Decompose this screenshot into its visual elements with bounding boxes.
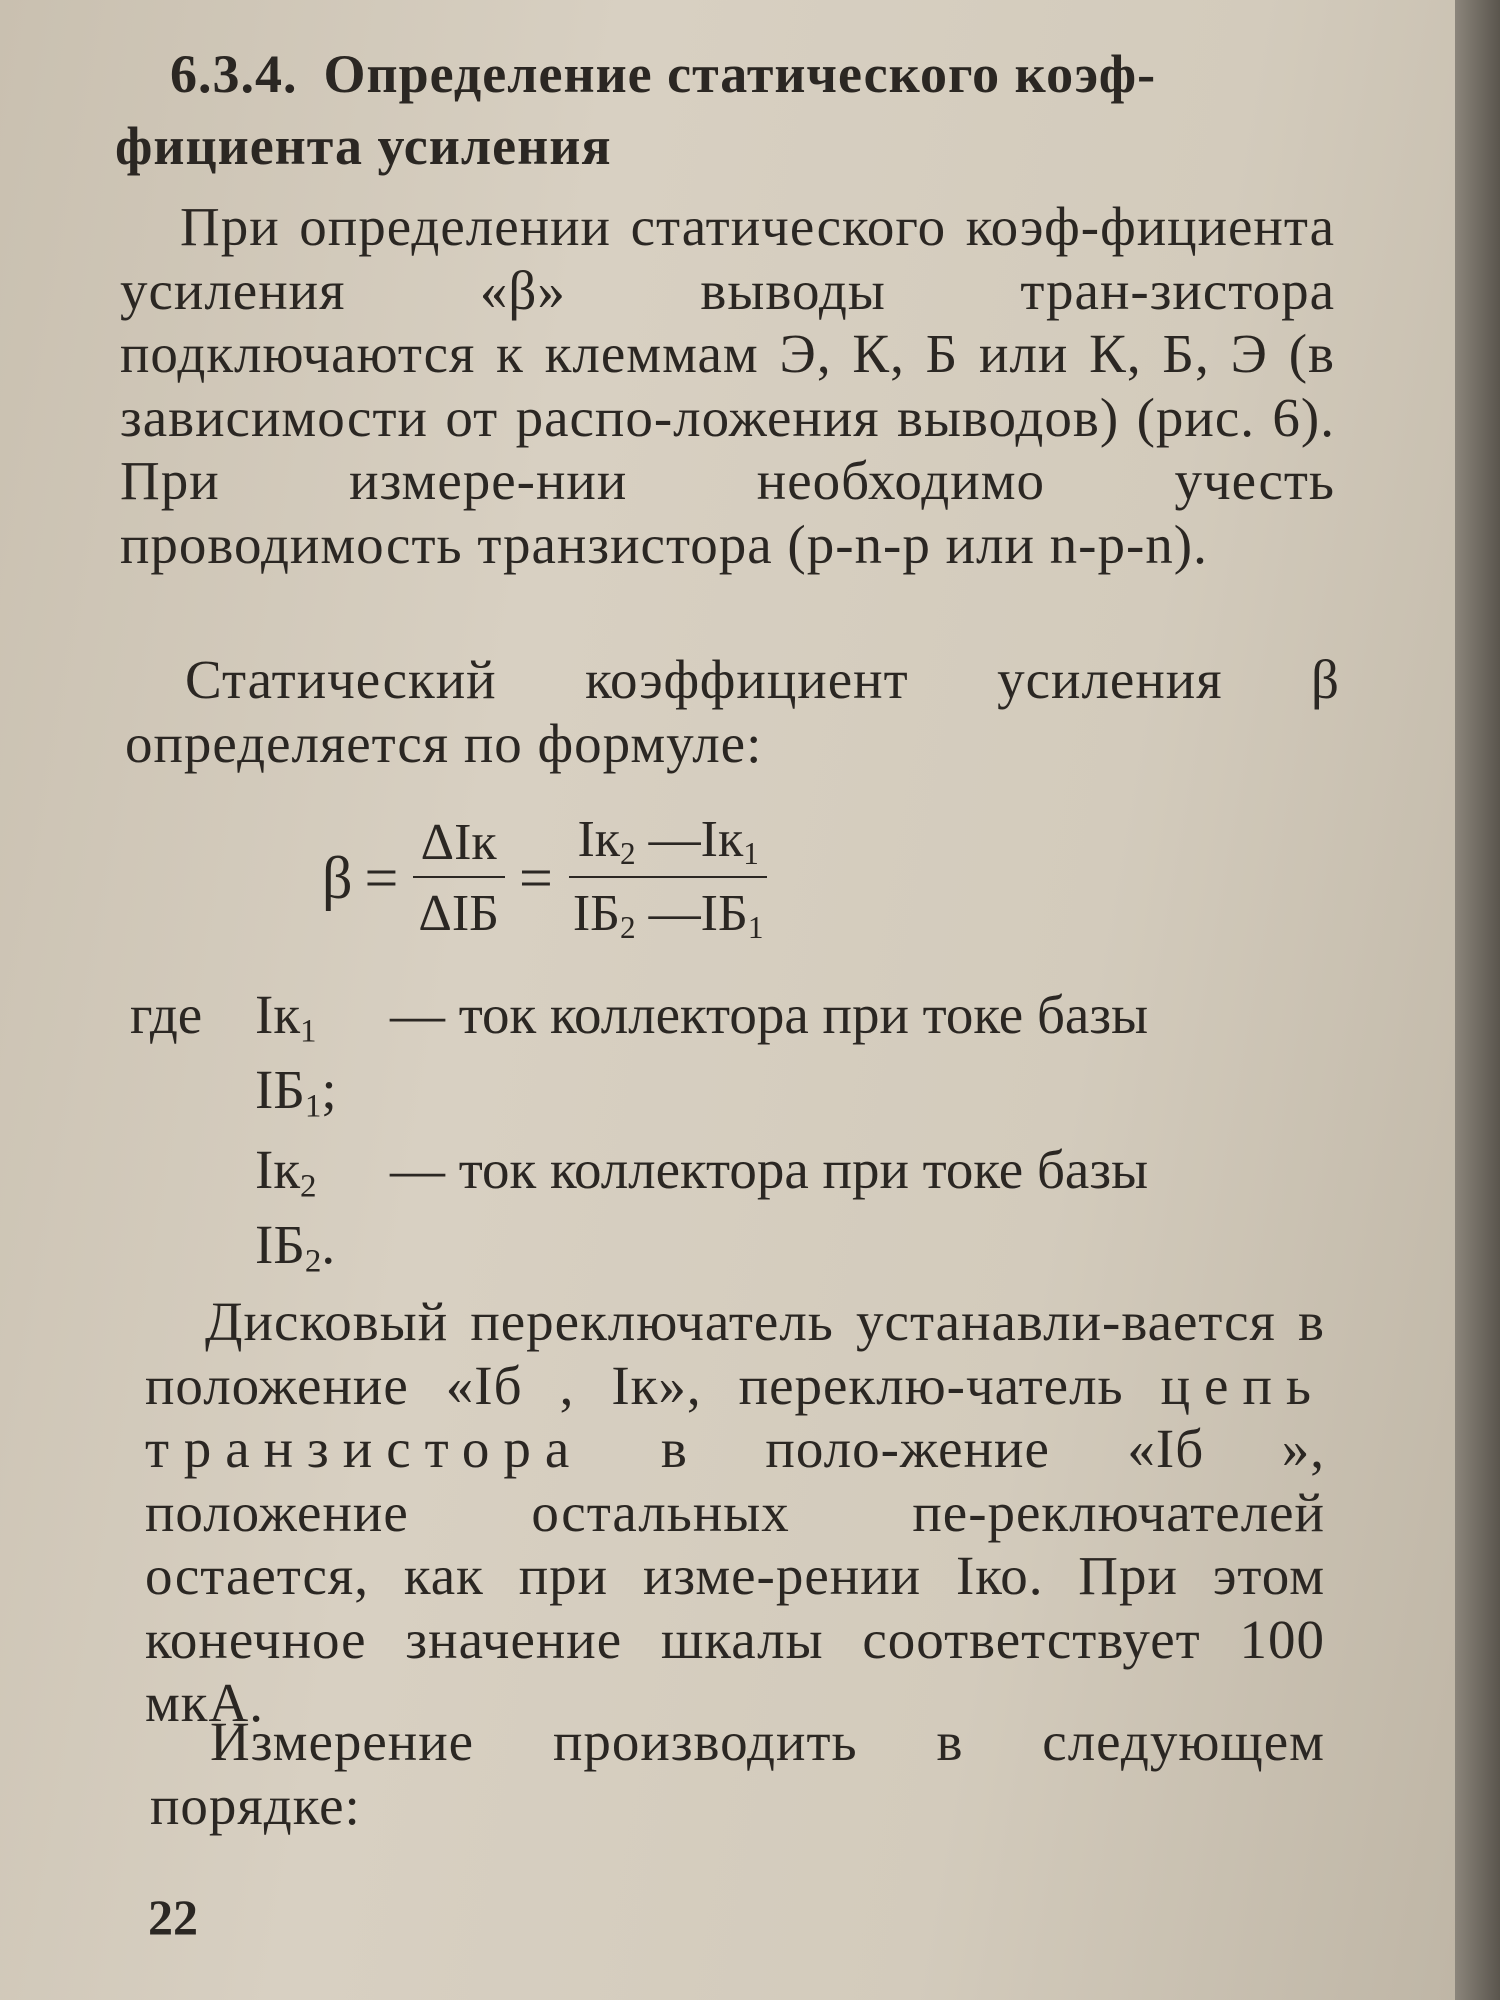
legend-ib1-end: ; [321,1059,337,1120]
ik2-subscript: 2 [620,836,636,871]
ib2-symbol: IБ [572,885,621,942]
beta-formula [322,808,777,948]
paragraph-1 [120,195,1335,576]
paragraph-4-text: Измерение производить в следующем порядке: [150,1711,1325,1836]
delta-numerator: ΔIк [413,813,505,878]
section-number: 6.3.4. [170,44,298,104]
legend-ib2-base: IБ [255,1214,305,1275]
section-heading [115,38,1345,182]
paragraph-2 [125,648,1340,775]
legend-ib2-sub: 2 [304,1243,322,1280]
page-edge-shadow [1455,0,1500,2000]
section-title: Определение статического коэф-фициента усиления [115,44,1157,176]
formula-equals-1: = [364,844,399,911]
paragraph-3-text-a: Дисковый переключатель устанавли-вается в положение «Iб , Iк», переклю-чатель [145,1291,1325,1416]
legend-symbol-ib1 [255,1060,337,1136]
paragraph-4 [150,1710,1325,1837]
legend-description-ik2: — ток коллектора при токе базы [390,1139,1149,1200]
legend-ib2-end: . [321,1214,336,1275]
legend-ik1-base: Iк [255,984,301,1045]
formula-lhs: β [322,844,353,911]
paragraph-3-spaced-text: цепь транзистора [145,1354,1325,1479]
ik1-subscript: 1 [743,836,759,871]
legend-ib1-base: IБ [255,1059,305,1120]
formula-equals-2: = [519,844,553,911]
legend-ik1-sub: 1 [300,1013,317,1050]
minus-ib1: —IБ [635,885,748,942]
legend-symbol-ik1 [255,985,317,1061]
legend-symbol-ik2 [255,1140,317,1216]
ib1-subscript: 1 [747,909,764,945]
legend-ik2-base: Iк [255,1139,301,1200]
delta-fraction [410,813,507,943]
minus-ik1: —Iк [635,811,744,869]
page-number: 22 [148,1889,198,1945]
paragraph-1-text: При определении статического коэф-фициента усиления «β» выводы тран-зистора подключаются к клеммам Э, К, Б или К, Б, Э (в зависимости от распо-ложения выводов) (рис. 6). При измере-нии необходимо учесть проводимость транзистора (p-n-p или n-p-n). [120,196,1335,575]
legend-description-ik1: — ток коллектора при токе базы [390,984,1149,1045]
legend-where: где [130,984,203,1045]
paragraph-3 [145,1290,1325,1735]
difference-denominator [565,878,772,946]
difference-fraction [565,810,772,946]
legend-ik2-sub: 2 [300,1168,317,1205]
ib2-subscript: 2 [620,909,636,945]
ik2-symbol: Iк [577,811,621,869]
paragraph-3-text-b: в поло-жение «Iб », положение остальных пе-реключателей остается, как при изме-рении Iко. При этом конечное значение шкалы соответствует 100 мкА. [145,1418,1325,1733]
legend-ib1-sub: 1 [304,1088,322,1125]
delta-denominator: ΔIБ [418,885,499,942]
paragraph-2-text: Статический коэффициент усиления β определяется по формуле: [125,649,1340,774]
difference-numerator [569,810,766,878]
legend-symbol-ib2 [255,1215,335,1291]
